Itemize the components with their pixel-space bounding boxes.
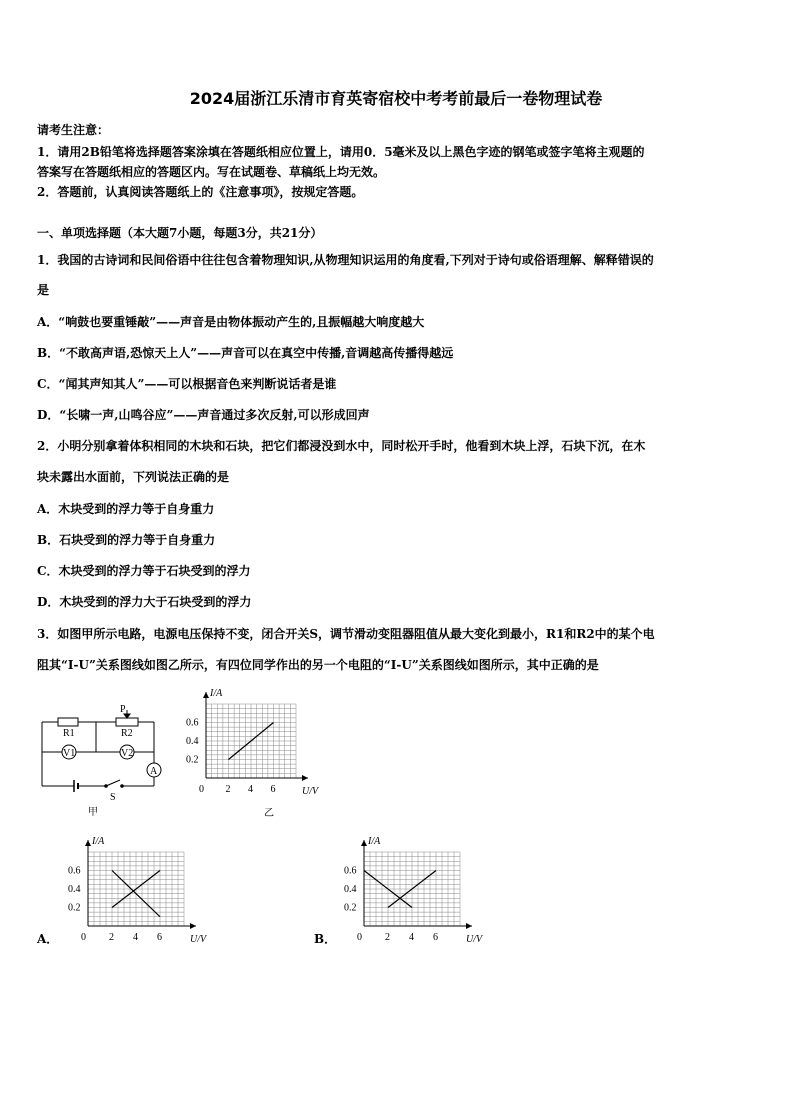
notice-2: 2．答题前，认真阅读答题纸上的《注意事项》，按规定答题。 [37,185,364,199]
y-axis-arrow [203,692,209,698]
y-tick-label: 0.2 [68,902,81,914]
x-axis-arrow [302,775,308,781]
q2-stem-b: 块未露出水面前，下列说法正确的是 [37,470,230,484]
q1-option-d: D．“长啸一声,山鸣谷应”——声音通过多次反射,可以形成回声 [37,408,370,422]
r1-label: R1 [63,728,75,739]
voltmeter-1-label: V1 [63,748,76,759]
option-a-graph [60,822,207,945]
y-axis-label: I/A [92,836,105,847]
paper-title: 2024届浙江乐清市育英寄宿校中考考前最后一卷物理试卷 [189,89,603,108]
q3-option-a-label: A． [37,932,59,946]
x-tick-label: 0 [199,784,204,795]
q1-option-a: A．“响鼓也要重锤敲”——声音是由物体振动产生的,且振幅越大响度越大 [37,315,425,329]
voltmeter-2-label: V2 [121,748,134,759]
x-tick-label: 6 [433,932,438,943]
graph-b [186,682,326,820]
q1-stem-b: 是 [37,283,50,297]
y-tick-label: 0.4 [344,884,357,895]
q2-option-d: D．木块受到的浮力大于石块受到的浮力 [37,595,252,609]
x-axis-label: U/V [466,934,483,945]
q3-stem-b: 阻其“I-U”关系图线如图乙所示，有四位同学作出的另一个电阻的“I-U”关系图线如图所示，其中正确的是 [37,658,599,672]
x-tick-label: 6 [157,932,162,943]
x-tick-label: 4 [133,932,138,943]
x-tick-label: 6 [270,784,276,795]
y-tick-label: 0.6 [186,717,199,729]
x-tick-label: 4 [248,784,253,795]
x-axis-arrow [190,923,196,929]
ammeter-label: A [150,766,158,777]
x-tick-label: 4 [409,932,414,943]
switch-label: S [110,792,116,803]
y-tick-label: 0.6 [68,865,81,877]
circuit-caption: 甲 [88,807,98,818]
q2-option-b: B．石块受到的浮力等于自身重力 [37,533,216,547]
circuit-diagram [36,700,176,818]
y-axis-label: I/A [210,688,223,699]
x-tick-label: 2 [109,932,114,943]
notice-1b: 答案写在答题纸相应的答题区内。写在试题卷、草稿纸上均无效。 [37,165,386,179]
option-b-graph [336,822,483,945]
q3-stem-a: 3．如图甲所示电路，电源电压保持不变，闭合开关S，调节滑动变阻器阻值从最大变化到最小，R1和R2中的某个电 [37,627,655,641]
q2-option-c: C．木块受到的浮力等于石块受到的浮力 [37,564,251,578]
x-tick-label: 2 [225,784,231,795]
r2-label: R2 [121,728,133,739]
y-axis-arrow [85,840,91,846]
q1-option-b: B．“不敢高声语,恐惊天上人”——声音可以在真空中传播,音调越高传播得越远 [37,346,454,360]
section-heading: 一、单项选择题（本大题7小题，每题3分，共21分） [37,226,323,240]
y-tick-label: 0.2 [344,902,357,914]
y-tick-label: 0.4 [186,736,199,747]
slider-p-label: P [120,704,126,715]
x-axis-arrow [466,923,472,929]
notice-heading: 请考生注意： [37,123,110,137]
notice-1a: 1．请用2B铅笔将选择题答案涂填在答题纸相应位置上，请用0．5毫米及以上黑色字迹的钢笔或签字笔将主观题的 [37,145,645,159]
y-tick-label: 0.4 [68,884,81,895]
y-axis-arrow [361,840,367,846]
q1-option-c: C．“闻其声知其人”——可以根据音色来判断说话者是谁 [37,377,337,391]
q1-stem-a: 1．我国的古诗词和民间俗语中往往包含着物理知识,从物理知识运用的角度看,下列对于诗句或俗语理解、解释错误的 [37,253,654,267]
q2-option-a: A．木块受到的浮力等于自身重力 [37,502,215,516]
x-tick-label: 0 [81,932,86,943]
x-tick-label: 0 [357,932,362,943]
q3-option-b-label: B． [314,932,337,946]
x-axis-label: U/V [302,786,319,797]
q2-stem-a: 2．小明分别拿着体积相同的木块和石块，把它们都浸没到水中，同时松开手时，他看到木块上浮，石块下沉，在木 [37,439,646,453]
y-tick-label: 0.2 [186,754,199,766]
y-axis-label: I/A [368,836,381,847]
x-tick-label: 2 [385,932,390,943]
y-tick-label: 0.6 [344,865,357,877]
x-axis-label: U/V [190,934,207,945]
graph-b-caption: 乙 [264,808,274,819]
